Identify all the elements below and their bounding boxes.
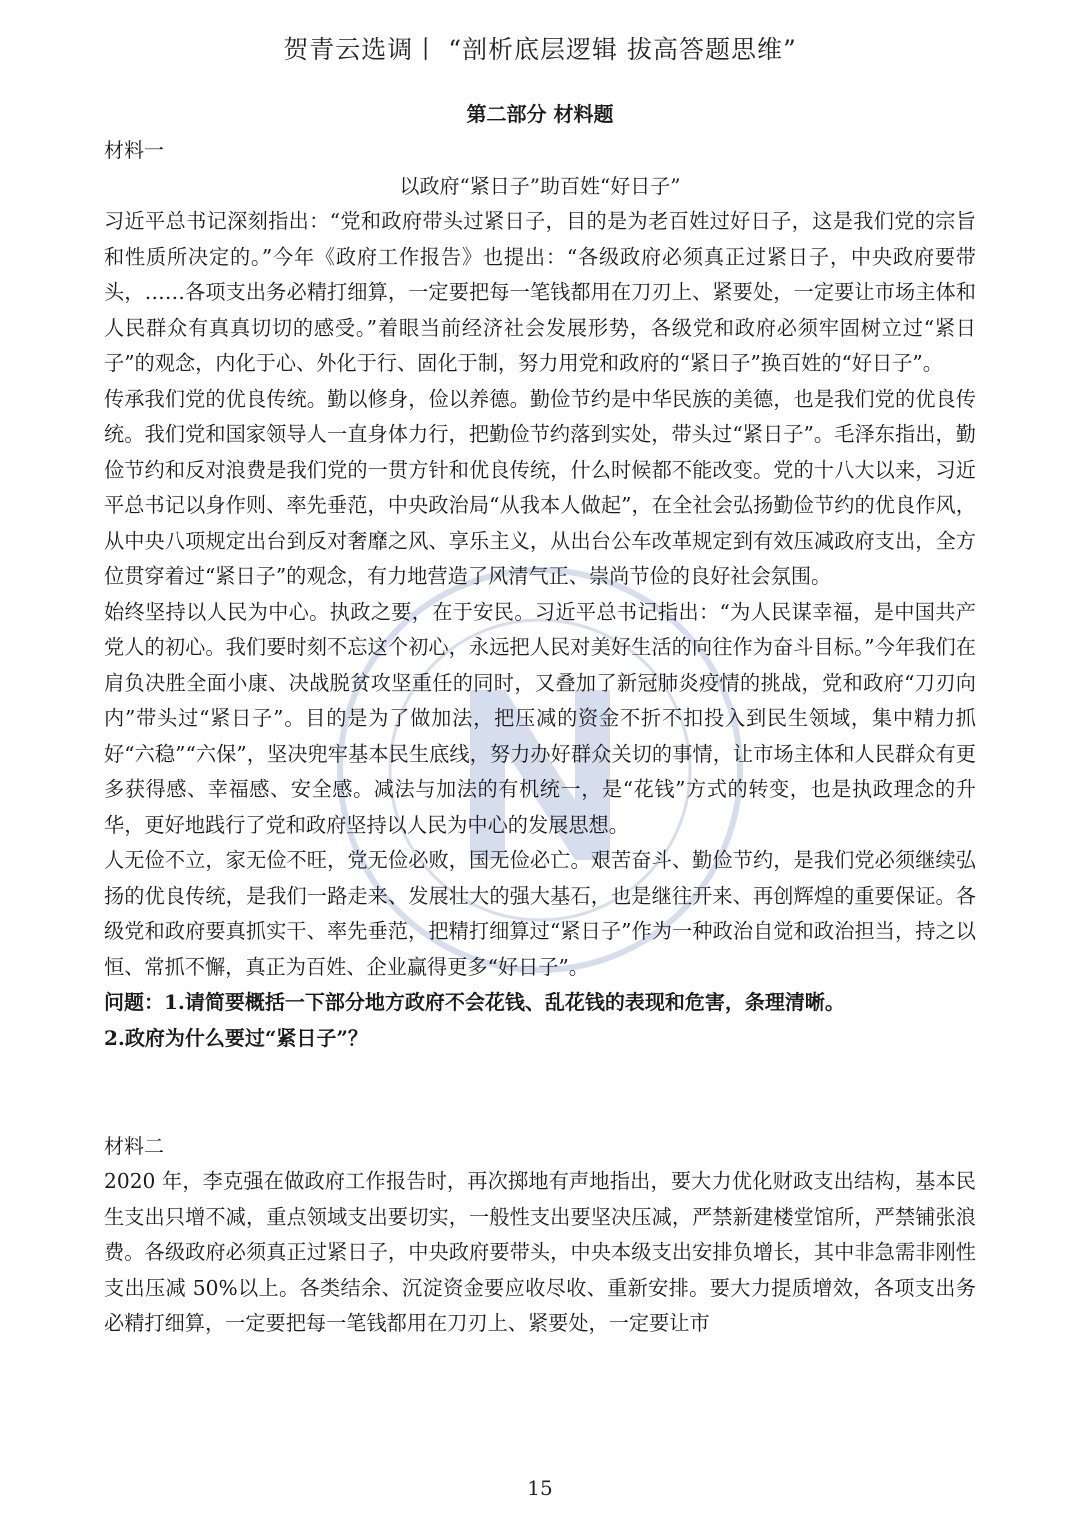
article-title: 以政府“紧日子”助百姓“好日子” <box>399 174 681 198</box>
document-content <box>104 96 976 1342</box>
section-title: 第二部分 材料题 <box>466 102 614 126</box>
page-number: 15 <box>527 1476 553 1500</box>
material-one-label: 材料一 <box>104 138 164 162</box>
paragraph: 习近平总书记深刻指出：“党和政府带头过紧日子，目的是为老百姓过好日子，这是我们党的宗旨和性质所决定的。”今年《政府工作报告》也提出：“各级政府必须真正过紧日子，中央政府要带头，……各项支出务必精打细算，一定要把每一笔钱都用在刀刃上、紧要处，一定要让市场主体和人民群众有真真切切的感受。”着眼当前经济社会发展形势，各级党和政府必须牢固树立过“紧日子”的观念，内化于心、外化于行、固化于制，努力用党和政府的“紧日子”换百姓的“好日子”。 <box>104 209 976 375</box>
question-2: 2.政府为什么要过“紧日子”？ <box>104 1025 368 1050</box>
paragraph: 传承我们党的优良传统。勤以修身，俭以养德。勤俭节约是中华民族的美德，也是我们党的优良传统。我们党和国家领导人一直身体力行，把勤俭节约落到实处，带头过“紧日子”。毛泽东指出，勤俭节约和反对浪费是我们党的一贯方针和优良传统，什么时候都不能改变。党的十八大以来，习近平总书记以身作则、率先垂范，中央政治局“从我本人做起”，在全社会弘扬勤俭节约的优良作风，从中央八项规定出台到反对奢靡之风、享乐主义，从出台公车改革规定到有效压减政府支出，全方位贯穿着过“紧日子”的观念，有力地营造了风清气正、崇尚节俭的良好社会氛围。 <box>104 386 976 588</box>
question-1: 问题：1.请简要概括一下部分地方政府不会花钱、乱花钱的表现和危害，条理清晰。 <box>104 990 845 1014</box>
page-header: 贺青云选调丨 “剖析底层逻辑 拔高答题思维” <box>283 35 797 64</box>
material-two-label: 材料二 <box>104 1134 164 1158</box>
blank-spacer <box>104 1108 976 1128</box>
blank-spacer <box>104 1056 976 1108</box>
paragraph: 始终坚持以人民为中心。执政之要，在于安民。习近平总书记指出：“为人民谋幸福，是中国共产党人的初心。我们要时刻不忘这个初心，永远把人民对美好生活的向往作为奋斗目标。”今年我们在肩负决胜全面小康、决战脱贫攻坚重任的同时，又叠加了新冠肺炎疫情的挑战，党和政府“刀刃向内”带头过“紧日子”。目的是为了做加法，把压减的资金不折不扣投入到民生领域，集中精力抓好“六稳”“六保”，坚决兜牢基本民生底线，努力办好群众关切的事情，让市场主体和人民群众有更多获得感、幸福感、安全感。减法与加法的有机统一，是“花钱”方式的转变，也是执政理念的升华，更好地践行了党和政府坚持以人民为中心的发展思想。 <box>104 599 976 837</box>
paragraph: 人无俭不立，家无俭不旺，党无俭必败，国无俭必亡。艰苦奋斗、勤俭节约，是我们党必须继续弘扬的优良传统，是我们一路走来、发展壮大的强大基石，也是继往开来、再创辉煌的重要保证。各级党和政府要真抓实干、率先垂范，把精打细算过“紧日子”作为一种政治自觉和政治担当，持之以恒、常抓不懈，真正为百姓、企业赢得更多“好日子”。 <box>104 848 976 979</box>
paragraph: 2020 年，李克强在做政府工作报告时，再次掷地有声地指出，要大力优化财政支出结构，基本民生支出只增不减，重点领域支出要切实，一般性支出要坚决压减，严禁新建楼堂馆所，严禁铺张浪费。各级政府必须真正过紧日子，中央政府要带头，中央本级支出安排负增长，其中非急需非刚性支出压减 50%以上。各类结余、沉淀资金要应收尽收、重新安排。要大力提质增效，各项支出务必精打细算，一定要把每一笔钱都用在刀刃上、紧要处，一定要让市 <box>104 1169 976 1335</box>
